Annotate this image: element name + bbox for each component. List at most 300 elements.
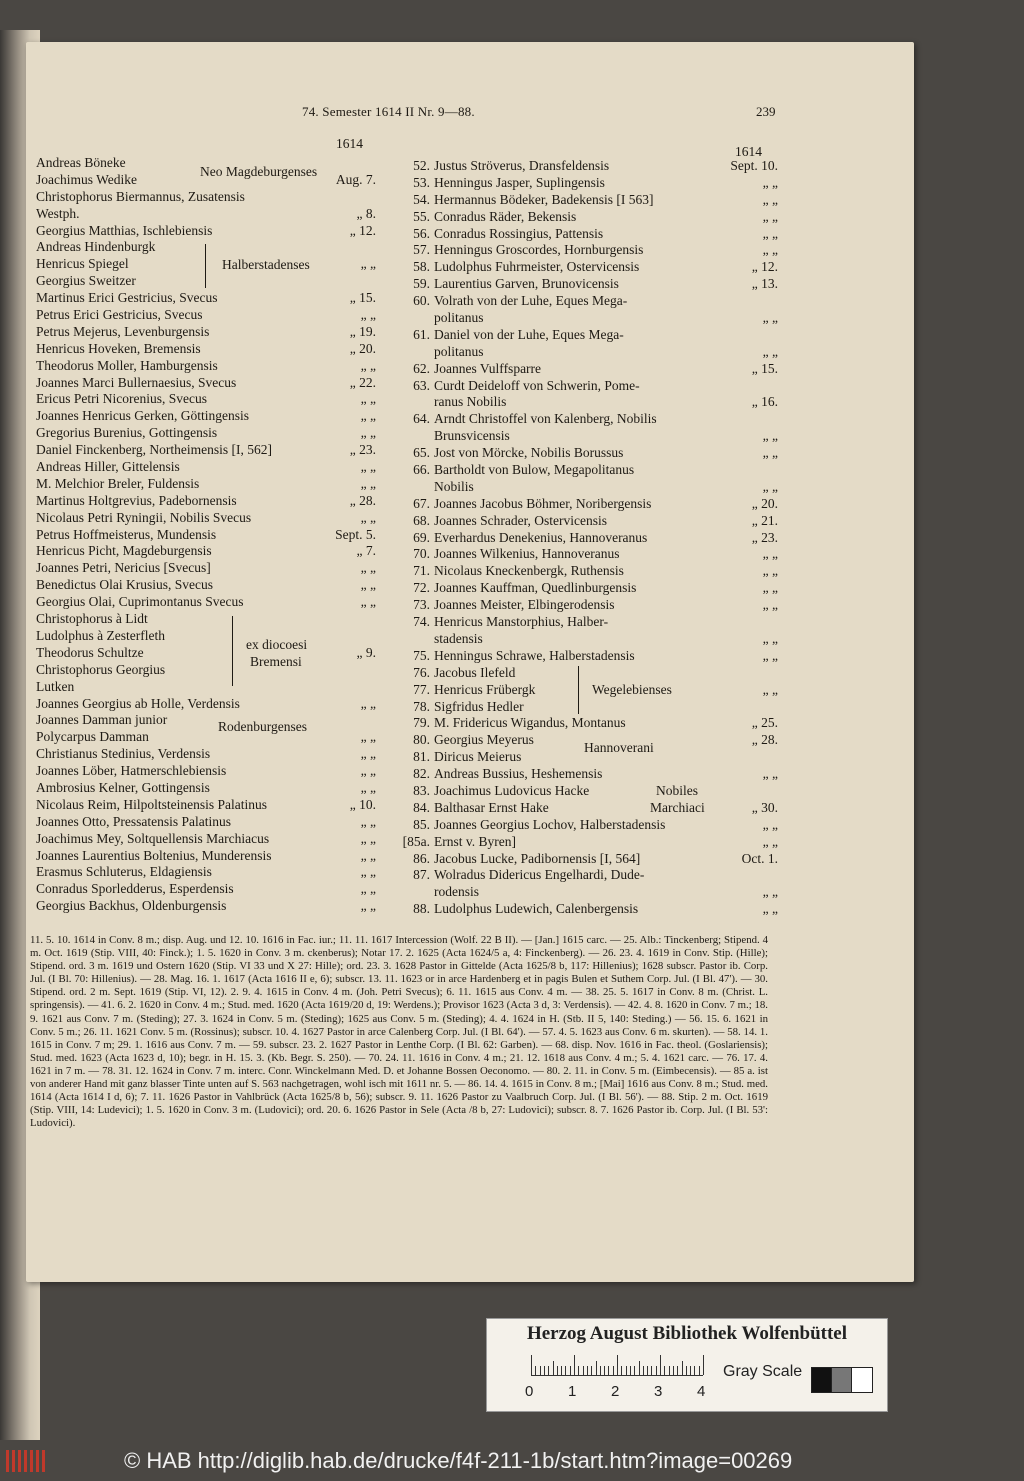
register-entry: [36, 611, 376, 628]
entry-name: M. Melchior Breler, Fuldensis: [36, 475, 200, 491]
entry-date: „ 30.: [751, 799, 778, 815]
entry-name: Joannes Henricus Gerken, Göttingensis: [36, 408, 249, 424]
entry-number: [85a.: [402, 833, 430, 849]
entry-date: „ „: [762, 630, 778, 646]
entry-name: Conradus Sporledderus, Esperdensis: [36, 881, 234, 897]
entry-date: „ „: [360, 695, 376, 711]
entry-date: „ „: [360, 307, 376, 323]
register-entry: [36, 223, 376, 240]
entry-name: Joannes Kauffman, Quedlinburgensis: [434, 580, 637, 596]
entry-date: Sept. 5.: [335, 526, 376, 542]
entry-name: Georgius Olai, Cuprimontanus Svecus: [36, 594, 244, 610]
entry-date: „ „: [762, 343, 778, 359]
ruler-tick: [613, 1366, 614, 1375]
register-entry: [400, 597, 778, 614]
entry-date: „ „: [762, 766, 778, 782]
register-entry: [36, 729, 376, 746]
entry-date: „ „: [360, 509, 376, 525]
ruler-tick: [664, 1366, 665, 1375]
ruler-num: 2: [611, 1383, 620, 1400]
entry-name: Theodorus Moller, Hamburgensis: [36, 357, 218, 373]
ruler-tick: [647, 1366, 648, 1375]
entry-number: 82.: [413, 766, 430, 782]
entry-date: „ „: [762, 445, 778, 461]
entry-name: Christophorus à Lidt: [36, 611, 148, 627]
entry-name: Georgius Matthias, Ischlebiensis: [36, 222, 213, 238]
entry-name: Diricus Meierus: [434, 749, 522, 765]
entry-name: Daniel Finckenberg, Northeimensis [I, 562]: [36, 442, 272, 458]
entry-name: Westph.: [36, 205, 80, 221]
ruler-tick: [544, 1366, 545, 1375]
entry-name: Jacobus Ilefeld: [434, 664, 516, 680]
entry-name: Everhardus Denekenius, Hannoveranus: [434, 529, 648, 545]
entry-name: Andreas Hiller, Gittelensis: [36, 459, 180, 475]
entry-name: Georgius Sweitzer: [36, 273, 136, 289]
library-name: Herzog August Bibliothek Wolfenbüttel: [526, 1323, 848, 1344]
register-entry: [36, 662, 376, 679]
register-entry: [36, 746, 376, 763]
entry-name: Gregorius Burenius, Gottingensis: [36, 425, 218, 441]
entry-name: Joannes Georgius ab Holle, Verdensis: [36, 695, 240, 711]
group-label-hann: Hannoverani: [584, 740, 654, 755]
entry-number: 71.: [413, 563, 430, 579]
entry-name: Joachimus Mey, Soltquellensis Marchiacus: [36, 830, 270, 846]
entry-date: „ „: [360, 779, 376, 795]
entry-name: ranus Nobilis: [434, 394, 507, 410]
entry-date: „ „: [762, 580, 778, 596]
entry-date: „ 15.: [751, 360, 778, 376]
entry-name: Joannes Georgius Lochov, Halberstadensis: [434, 816, 666, 832]
ruler-tick: [596, 1361, 597, 1375]
entry-number: 72.: [413, 580, 430, 596]
ruler-tick: [531, 1355, 532, 1375]
entry-date: „ „: [360, 256, 376, 272]
register-entry: [36, 864, 376, 881]
entry-name: Joannes Löber, Hatmerschlebiensis: [36, 763, 227, 779]
entry-date: „ „: [360, 813, 376, 829]
running-header: 74. Semester 1614 II Nr. 9—88.: [302, 104, 475, 119]
entry-date: „ „: [360, 459, 376, 475]
entry-date: „ „: [762, 174, 778, 190]
ruler-tick: [677, 1366, 678, 1375]
entry-number: 58.: [413, 259, 430, 275]
entry-name: Nicolaus Reim, Hilpoltsteinensis Palatinus: [36, 796, 267, 812]
entry-name: Martinus Holtgrevius, Padebornensis: [36, 492, 237, 508]
entry-number: 70.: [413, 546, 430, 562]
entry-name: Nicolaus Kneckenbergk, Ruthensis: [434, 563, 624, 579]
entry-name: Henningus Jasper, Suplingensis: [434, 174, 605, 190]
entry-name: Henricus Spiegel: [36, 256, 129, 272]
entry-name: Benedictus Olai Krusius, Svecus: [36, 577, 213, 593]
entry-date: „ „: [360, 425, 376, 441]
register-entry: [400, 327, 778, 344]
register-entry: [36, 307, 376, 324]
register-entry: [400, 631, 778, 648]
ruler-num: 4: [697, 1383, 706, 1400]
entry-name: Justus Ströverus, Dransfeldensis: [434, 158, 610, 173]
entry-date: Oct. 1.: [741, 850, 778, 866]
entry-name: Balthasar Ernst Hake: [434, 799, 549, 815]
entry-date: „ „: [762, 225, 778, 241]
entry-name: Joannes Marci Bullernaesius, Svecus: [36, 374, 237, 390]
ruler-scale: [531, 1355, 703, 1376]
register-entry: [36, 341, 376, 358]
entry-name: Wolradus Didericus Engelhardi, Dude-: [434, 867, 645, 883]
register-entry: [36, 696, 376, 713]
footer-bar: [0, 1440, 1024, 1481]
entry-date: „ „: [360, 898, 376, 914]
register-entry: [400, 175, 778, 192]
register-entry: [36, 560, 376, 577]
entry-name: Joannes Damman junior: [36, 712, 168, 728]
register-entry: [400, 479, 778, 496]
entry-number: 52.: [413, 158, 430, 173]
register-entry: [400, 800, 778, 817]
entry-number: 74.: [413, 614, 430, 630]
register-entry: [400, 783, 778, 800]
entry-name: Sigfridus Hedler: [434, 698, 524, 714]
entry-date: „ 22.: [349, 374, 376, 390]
entry-date: „ 23.: [751, 529, 778, 545]
brace-wegel: [578, 666, 579, 714]
entry-date: „ 12.: [349, 222, 376, 238]
ruler-tick: [535, 1366, 536, 1375]
entry-date: „ 21.: [751, 512, 778, 528]
entry-name: Joannes Otto, Pressatensis Palatinus: [36, 813, 231, 829]
entry-date: „ „: [762, 478, 778, 494]
ruler-tick: [565, 1366, 566, 1375]
register-entry: [400, 884, 778, 901]
footnotes-text: 11. 5. 10. 1614 in Conv. 8 m.; disp. Aug. und 12. 10. 1616 in Fac. iur.; 11. 11. 1617 Intercession (Wolf. 22 B II). — [Jan.] 1615 carc. — 25. Alb.: Tinckenberg; Stipend. 4 m. Oct. 1619 (Stip. VIII, 40: Finck.); 1. 5. 1620 in Conv. 3 m. ckenberus); Notar 17. 2. 1625 (Acta 1624/5 a, 4: Finckenberg). — 26. 23. 4. 1619 in Conv. Stip. (Hille); Stipend. ord. 3 m. 1619 und Ostern 1620 (Stip. VI 33 und X 27: Hille); ord. 23. 3. 1628 Pastor in Gittelde (Acta 1625/8 b, 117: Hillenius); 1628 subscr. Pastor ib. Corp. Jul. (I Bl. 70: Hillenius). — 28. Mag. 16. 1. 1617 (Acta 1616 II e, 6); subscr. 13. 11. 1623 or in arce Hardenberg et in pagis Bulen et Suthem Corp. Jul. (I Bl. 47'). — 30. Stipend. ord. 2 m. Sept. 1619 (Stip. VI, 12). 2. 9. 4. 1615 in Conv. 4 m. (Joh. Petri Svecus); 6. 11. 1615 aus Conv. 4 m. — 38. 25. 5. 1617 in Conv. 8 m. (Christ. L. springensis). — 41. 6. 2. 1620 in Conv. 4 m.; Stud. med. 1620 (Acta 1619/20 d, 19: Werdens.); Provisor 1623 (Acta 3 d, 3: Verdensis). — 42. 4. 8. 1620 in Conv. 7 m.; 18. 9. 1621 aus Conv. 7 m. (Steding); 27. 3. 1624 in Conv. 5 m. (Steding); 1625 aus Conv. 5 m. (Steding); 4. 4. 1624 in H. (Stb. II 5, 140: Steding.) — 56. 15. 6. 1621 in Conv. 5 m.; 26. 11. 1621 Conv. 5 m. (Rossinus); subscr. 10. 4. 1627 Pastor in arce Calenberg Corp. Jul. (I Bl. 64'). — 57. 4. 5. 1623 aus Conv. 6 m. skurten). — 58. 14. 1. 1615 in Conv. 7 m; 29. 1. 1616 aus Conv. 7 m. — 59. subscr. 23. 2. 1627 Pastor in Lenthe Corp. (I Bl. 62: Garben). — 68. disp. Nov. 1616 in Fac. theol. (Goslariensis); Stud. med. 1623 (Acta 1623 d, 10); begr. in H. 15. 3. (Kb. Begr. S. 250). — 70. 24. 11. 1616 in Conv. 4 m.; 21. 12. 1618 aus Conv. 4 m.; 5. 4. 1621 carc. — 76. 17. 4. 1621 in 7 m. — 78. 31. 12. 1624 in Conv. 7 m. interc. Conr. Winckelmann Med. D. et Johanne Bossen Oeconomo. — 80. 2. 11. in Conv. 5 m. (Eimbecensis). — 85 a. ist von anderer Hand mit ganz blasser Tinte unten auf S. 563 nachgetragen, wohl isch mit 1611 nr. 5. — 86. 14. 4. 1615 in Conv. 8 m.; [Mai] 1616 aus Conv. 8 m.; Stud. med. 1614 (Acta 1614 I d, 6); 7. 11. 1626 Pastor in Vahlbrück (Acta 1625/8 b, 56); subscr. 9. 11. 1626 Pastor zu Vaalbruch Corp. Jul. (I Bl. 56'). — 88. Stip. 2 m. Oct. 1619 (Stip. VIII, 14: Ludevici); 1. 5. 1620 in Conv. 3 m. (Ludovici); ord. 20. 6. 1626 Pastor in Sele (Acta /8 b, 27: Ludovici); subscr. 8. 7. 1626 Pastor ib. Corp. Jul. (I Bl. 53': Ludovici).: [30, 934, 768, 1130]
register-entry: [400, 851, 778, 868]
entry-name: Curdt Deideloff von Schwerin, Pome-: [434, 377, 640, 393]
ruler-tick: [703, 1355, 704, 1375]
entry-name: Volrath von der Luhe, Eques Mega-: [434, 293, 628, 309]
entry-date: „ „: [762, 901, 778, 917]
entry-date: „ 12.: [751, 259, 778, 275]
entry-date: „ „: [360, 729, 376, 745]
register-entry: [400, 378, 778, 395]
ruler-tick: [639, 1361, 640, 1375]
group-label-neo: Neo Magdeburgenses: [200, 164, 318, 179]
entry-number: 76.: [413, 664, 430, 680]
register-entry: [36, 797, 376, 814]
group-label-nob1: Nobiles: [656, 783, 698, 798]
ruler-tick: [643, 1366, 644, 1375]
entry-name: Conradus Räder, Bekensis: [434, 208, 577, 224]
entry-name: Joannes Schrader, Ostervicensis: [434, 512, 608, 528]
ruler-tick: [578, 1366, 579, 1375]
register-entry: [400, 242, 778, 259]
entry-date: „ 23.: [349, 442, 376, 458]
entry-date: Sept. 10.: [730, 158, 778, 173]
register-entry: [36, 594, 376, 611]
left-year: 1614: [336, 136, 363, 151]
entry-number: 56.: [413, 225, 430, 241]
right-column: [400, 158, 778, 918]
ruler-tick: [570, 1366, 571, 1375]
entry-name: Ludolphus Ludewich, Calenbergensis: [434, 901, 639, 917]
entry-number: 53.: [413, 174, 430, 190]
entry-date: „ „: [360, 594, 376, 610]
register-entry: [36, 679, 376, 696]
entry-name: Nicolaus Petri Ryningii, Nobilis Svecus: [36, 509, 252, 525]
entry-number: 79.: [413, 715, 430, 731]
entry-date: „ „: [762, 597, 778, 613]
entry-date: „ 28.: [349, 492, 376, 508]
register-entry: [400, 226, 778, 243]
ruler-tick: [583, 1366, 584, 1375]
entry-number: 78.: [413, 698, 430, 714]
entry-name: Erasmus Schluterus, Eldagiensis: [36, 864, 212, 880]
entry-name: Ernst v. Byren]: [434, 833, 516, 849]
entry-date: „ „: [762, 310, 778, 326]
entry-name: Ericus Petri Nicorenius, Svecus: [36, 391, 207, 407]
register-entry: [400, 648, 778, 665]
entry-name: Georgius Meyerus: [434, 732, 534, 748]
entry-number: 73.: [413, 597, 430, 613]
entry-date: „ „: [360, 391, 376, 407]
ruler-tick: [561, 1366, 562, 1375]
register-entry: [36, 780, 376, 797]
group-label-roden: Rodenburgenses: [218, 719, 307, 734]
ruler-tick: [669, 1366, 670, 1375]
register-entry: [36, 577, 376, 594]
entry-date: „ „: [762, 681, 778, 697]
ruler-tick: [634, 1366, 635, 1375]
entry-date: „ „: [762, 428, 778, 444]
entry-date: „ 20.: [751, 495, 778, 511]
entry-name: M. Fridericus Wigandus, Montanus: [434, 715, 626, 731]
entry-date: „ „: [762, 833, 778, 849]
entry-name: Joannes Wilkenius, Hannoveranus: [434, 546, 620, 562]
entry-name: Joannes Petri, Nericius [Svecus]: [36, 560, 211, 576]
register-entry: [400, 513, 778, 530]
entry-number: 60.: [413, 293, 430, 309]
register-entry: [36, 510, 376, 527]
group-label-nob2: Marchiaci: [650, 800, 705, 815]
entry-date: „ „: [762, 647, 778, 663]
register-entry: [36, 189, 376, 206]
register-entry: [36, 645, 376, 662]
entry-name: Christophorus Georgius: [36, 661, 166, 677]
entry-number: 88.: [413, 901, 430, 917]
entry-name: Christophorus Biermannus, Zusatensis: [36, 188, 245, 204]
entry-date: „ „: [762, 546, 778, 562]
register-entry: [400, 259, 778, 276]
register-entry: [36, 442, 376, 459]
ruler-tick: [617, 1355, 618, 1375]
entry-number: 68.: [413, 512, 430, 528]
entry-number: 85.: [413, 816, 430, 832]
entry-date: „ „: [762, 884, 778, 900]
entry-name: Henricus Frübergk: [434, 681, 536, 697]
register-entry: [36, 273, 376, 290]
ruler-tick: [660, 1355, 661, 1375]
entry-date: „ 7.: [356, 543, 376, 559]
left-column: [36, 155, 376, 915]
register-entry: [36, 476, 376, 493]
entry-name: Henningus Groscordes, Hornburgensis: [434, 242, 644, 258]
ruler-tick: [682, 1361, 683, 1375]
entry-name: Christianus Stedinius, Verdensis: [36, 746, 211, 762]
entry-number: 65.: [413, 445, 430, 461]
entry-date: „ „: [360, 357, 376, 373]
gray-swatch-mid: [831, 1367, 853, 1393]
entry-number: 80.: [413, 732, 430, 748]
register-entry: [36, 763, 376, 780]
entry-name: Joannes Jacobus Böhmer, Noribergensis: [434, 495, 652, 511]
gray-swatch-white: [851, 1367, 873, 1393]
register-entry: [36, 239, 376, 256]
register-entry: [400, 293, 778, 310]
right-year: 1614: [735, 144, 762, 159]
register-entry: [400, 192, 778, 209]
entry-number: 54.: [413, 191, 430, 207]
register-entry: [400, 834, 778, 851]
ruler-tick: [557, 1366, 558, 1375]
entry-name: Henningus Schrawe, Halberstadensis: [434, 647, 635, 663]
entry-name: politanus: [434, 310, 484, 326]
entry-name: Petrus Hoffmeisterus, Mundensis: [36, 526, 217, 542]
entry-name: Lutken: [36, 678, 75, 694]
entry-date: „ „: [360, 408, 376, 424]
entry-number: 61.: [413, 326, 430, 342]
group-label-diocesi1: ex diocoesi: [246, 637, 308, 652]
register-entry: [400, 344, 778, 361]
ruler-tick: [608, 1366, 609, 1375]
footer-url[interactable]: © HAB http://diglib.hab.de/drucke/f4f-211-1b/start.htm?image=00269: [124, 1448, 793, 1473]
entry-date: „ „: [360, 577, 376, 593]
ruler-tick: [540, 1366, 541, 1375]
entry-date: „ 9.: [356, 644, 376, 660]
entry-number: 87.: [413, 867, 430, 883]
register-entry: [400, 766, 778, 783]
entry-name: politanus: [434, 343, 484, 359]
entry-name: Georgius Backhus, Oldenburgensis: [36, 898, 227, 914]
entry-date: „ 19.: [349, 323, 376, 339]
entry-number: 69.: [413, 529, 430, 545]
register-entry: [36, 898, 376, 915]
entry-date: „ „: [360, 847, 376, 863]
entry-date: „ 15.: [349, 290, 376, 306]
register-entry: [400, 411, 778, 428]
ruler-tick: [553, 1361, 554, 1375]
entry-name: Joannes Vulffsparre: [434, 360, 542, 376]
register-entry: [400, 715, 778, 732]
register-entry: [400, 462, 778, 479]
entry-name: Brunsvicensis: [434, 428, 510, 444]
entry-number: 64.: [413, 411, 430, 427]
ruler-tick: [548, 1366, 549, 1375]
register-entry: [400, 699, 778, 716]
register-entry: [36, 324, 376, 341]
entry-name: Ambrosius Kelner, Gottingensis: [36, 779, 210, 795]
register-entry: [400, 563, 778, 580]
entry-name: Henricus Picht, Magdeburgensis: [36, 543, 212, 559]
ruler-tick: [574, 1355, 575, 1375]
ruler-tick: [656, 1366, 657, 1375]
register-entry: [36, 290, 376, 307]
entry-name: Hermannus Bödeker, Badekensis [I 563]: [434, 191, 654, 207]
entry-date: „ „: [360, 560, 376, 576]
entry-name: Martinus Erici Gestricius, Svecus: [36, 290, 218, 306]
ruler-tick: [626, 1366, 627, 1375]
entry-number: 67.: [413, 495, 430, 511]
entry-number: 66.: [413, 462, 430, 478]
entry-date: „ 20.: [349, 340, 376, 356]
group-label-wegel: Wegelebienses: [592, 682, 672, 697]
entry-name: Petrus Erici Gestricius, Svecus: [36, 307, 203, 323]
register-entry: [36, 375, 376, 392]
register-entry: [400, 445, 778, 462]
entry-number: 75.: [413, 647, 430, 663]
entry-name: Arndt Christoffel von Kalenberg, Nobilis: [434, 411, 657, 427]
ruler-tick: [686, 1366, 687, 1375]
entry-name: Jacobus Lucke, Padibornensis [I, 564]: [434, 850, 641, 866]
entry-date: „ 25.: [751, 715, 778, 731]
register-entry: [36, 206, 376, 223]
ruler-num: 0: [525, 1383, 534, 1400]
entry-date: „ „: [360, 475, 376, 491]
entry-name: Andreas Bussius, Heshemensis: [434, 766, 603, 782]
entry-date: „ 13.: [751, 276, 778, 292]
register-entry: [36, 814, 376, 831]
entry-date: „ 28.: [751, 732, 778, 748]
register-entry: [400, 665, 778, 682]
entry-name: rodensis: [434, 884, 479, 900]
register-entry: [36, 408, 376, 425]
entry-name: Joannes Meister, Elbingerodensis: [434, 597, 615, 613]
register-entry: [400, 361, 778, 378]
entry-date: „ „: [360, 864, 376, 880]
entry-name: Ludolphus Fuhrmeister, Ostervicensis: [434, 259, 640, 275]
register-entry: [400, 867, 778, 884]
brace-diocesi: [232, 616, 233, 686]
entry-name: Henricus Hoveken, Bremensis: [36, 340, 201, 356]
register-entry: [400, 394, 778, 411]
entry-name: Jost von Mörcke, Nobilis Borussus: [434, 445, 624, 461]
entry-number: 57.: [413, 242, 430, 258]
register-entry: [36, 391, 376, 408]
entry-number: 59.: [413, 276, 430, 292]
entry-number: 83.: [413, 782, 430, 798]
entry-name: Andreas Böneke: [36, 155, 126, 170]
entry-name: Conradus Rossingius, Pattensis: [434, 225, 604, 241]
entry-date: „ „: [360, 763, 376, 779]
entry-name: Theodorus Schultze: [36, 644, 144, 660]
ruler-tick: [604, 1366, 605, 1375]
entry-date: „ 16.: [751, 394, 778, 410]
entry-name: Henricus Manstorphius, Halber-: [434, 614, 609, 630]
entry-date: „ „: [360, 830, 376, 846]
register-entry: [400, 817, 778, 834]
entry-name: Petrus Mejerus, Levenburgensis: [36, 323, 210, 339]
ruler-tick: [621, 1366, 622, 1375]
ruler-tick: [699, 1366, 700, 1375]
gray-swatch-black: [811, 1367, 833, 1393]
entry-name: Bartholdt von Bulow, Megapolitanus: [434, 462, 635, 478]
page-number: 239: [756, 104, 776, 119]
gray-scale-label: Gray Scale: [723, 1363, 803, 1380]
register-entry: [36, 256, 376, 273]
register-entry: [36, 712, 376, 729]
footnotes: [30, 934, 768, 1130]
register-entry: [36, 459, 376, 476]
register-entry: [400, 209, 778, 226]
entry-date: „ „: [762, 191, 778, 207]
entry-date: „ „: [762, 563, 778, 579]
